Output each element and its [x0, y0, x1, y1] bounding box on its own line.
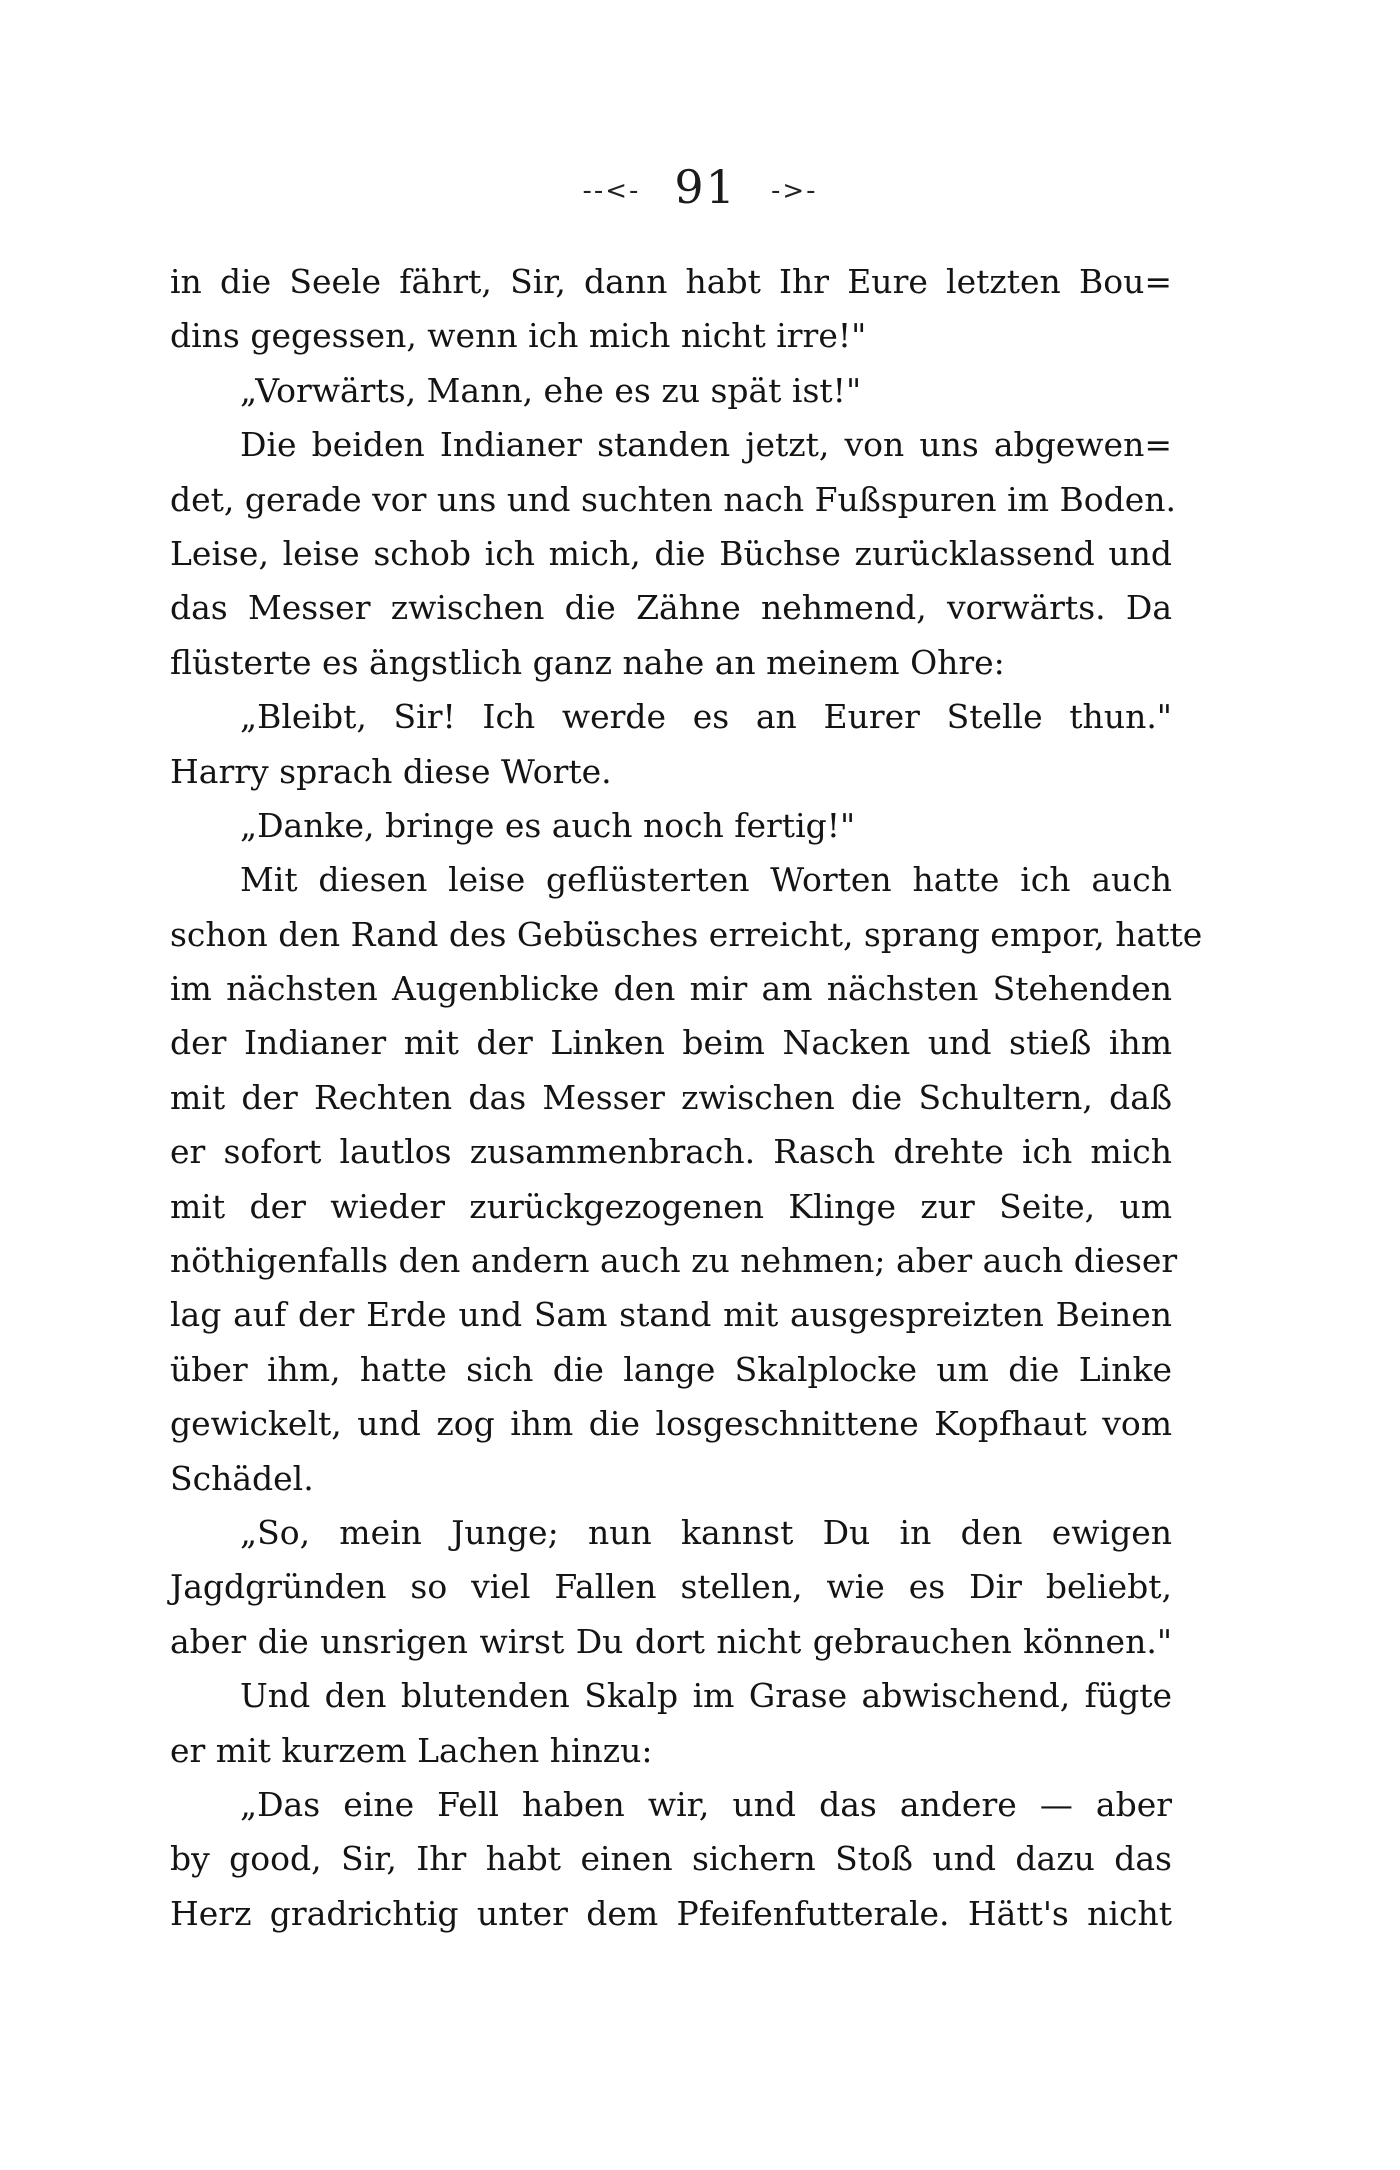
page-header [0, 160, 1400, 214]
text-line: er mit kurzem Lachen hinzu: [170, 1730, 653, 1770]
text-line: Die beiden Indianer standen jetzt, von uns abgewen= [240, 425, 1172, 465]
text-line: schon den Rand des Gebüsches erreicht, sprang empor, hatte [170, 914, 1203, 954]
text-line: mit der Rechten das Messer zwischen die Schultern, daß [170, 1077, 1172, 1117]
text-line: Harry sprach diese Worte. [170, 751, 612, 791]
left-ornament: --<- [582, 176, 641, 206]
text-line: „Bleibt, Sir! Ich werde es an Eurer Stelle thun." [240, 697, 1172, 737]
text-line: „Danke, bringe es auch noch fertig!" [240, 805, 856, 845]
text-line: im nächsten Augenblicke den mir am nächsten Stehenden [170, 969, 1172, 1009]
text-line: das Messer zwischen die Zähne nehmend, vorwärts. Da [170, 588, 1172, 628]
text-line: Leise, leise schob ich mich, die Büchse zurücklassend und [170, 533, 1172, 573]
text-line: der Indianer mit der Linken beim Nacken und stieß ihm [170, 1023, 1172, 1063]
text-line: „Das eine Fell haben wir, und das andere — aber [240, 1784, 1172, 1824]
text-line: dins gegessen, wenn ich mich nicht irre!" [170, 316, 867, 356]
text-line: Herz gradrichtig unter dem Pfeifenfutterale. Hätt's nicht [170, 1893, 1172, 1933]
text-line: flüsterte es ängstlich ganz nahe an meinem Ohre: [170, 642, 1005, 682]
text-line: „Vorwärts, Mann, ehe es zu spät ist!" [240, 370, 862, 410]
text-line: mit der wieder zurückgezogenen Klinge zur Seite, um [170, 1186, 1172, 1226]
text-line: lag auf der Erde und Sam stand mit ausgespreizten Beinen [170, 1295, 1172, 1335]
text-line: nöthigenfalls den andern auch zu nehmen; aber auch dieser [170, 1241, 1178, 1281]
text-line: in die Seele fährt, Sir, dann habt Ihr Eure letzten Bou= [170, 262, 1172, 301]
text-line: Schädel. [170, 1458, 314, 1498]
text-line: er sofort lautlos zusammenbrach. Rasch drehte ich mich [170, 1132, 1172, 1172]
text-line: gewickelt, und zog ihm die losgeschnittene Kopfhaut vom [170, 1404, 1172, 1444]
body-text [170, 255, 1203, 1941]
page-number: 91 [674, 160, 737, 214]
text-line: aber die unsrigen wirst Du dort nicht gebrauchen können." [170, 1621, 1172, 1661]
text-line: Jagdgründen so viel Fallen stellen, wie es Dir beliebt, [170, 1567, 1172, 1607]
text-line: über ihm, hatte sich die lange Skalplocke um die Linke [170, 1349, 1172, 1389]
text-line: Und den blutenden Skalp im Grase abwischend, fügte [240, 1676, 1172, 1716]
text-line: det, gerade vor uns und suchten nach Fußspuren im Boden. [170, 479, 1176, 519]
text-line: by good, Sir, Ihr habt einen sichern Stoß und dazu das [170, 1839, 1172, 1879]
text-line: Mit diesen leise geflüsterten Worten hatte ich auch [240, 860, 1172, 900]
text-line: „So, mein Junge; nun kannst Du in den ewigen [240, 1512, 1172, 1552]
right-ornament: ->- [770, 176, 818, 206]
